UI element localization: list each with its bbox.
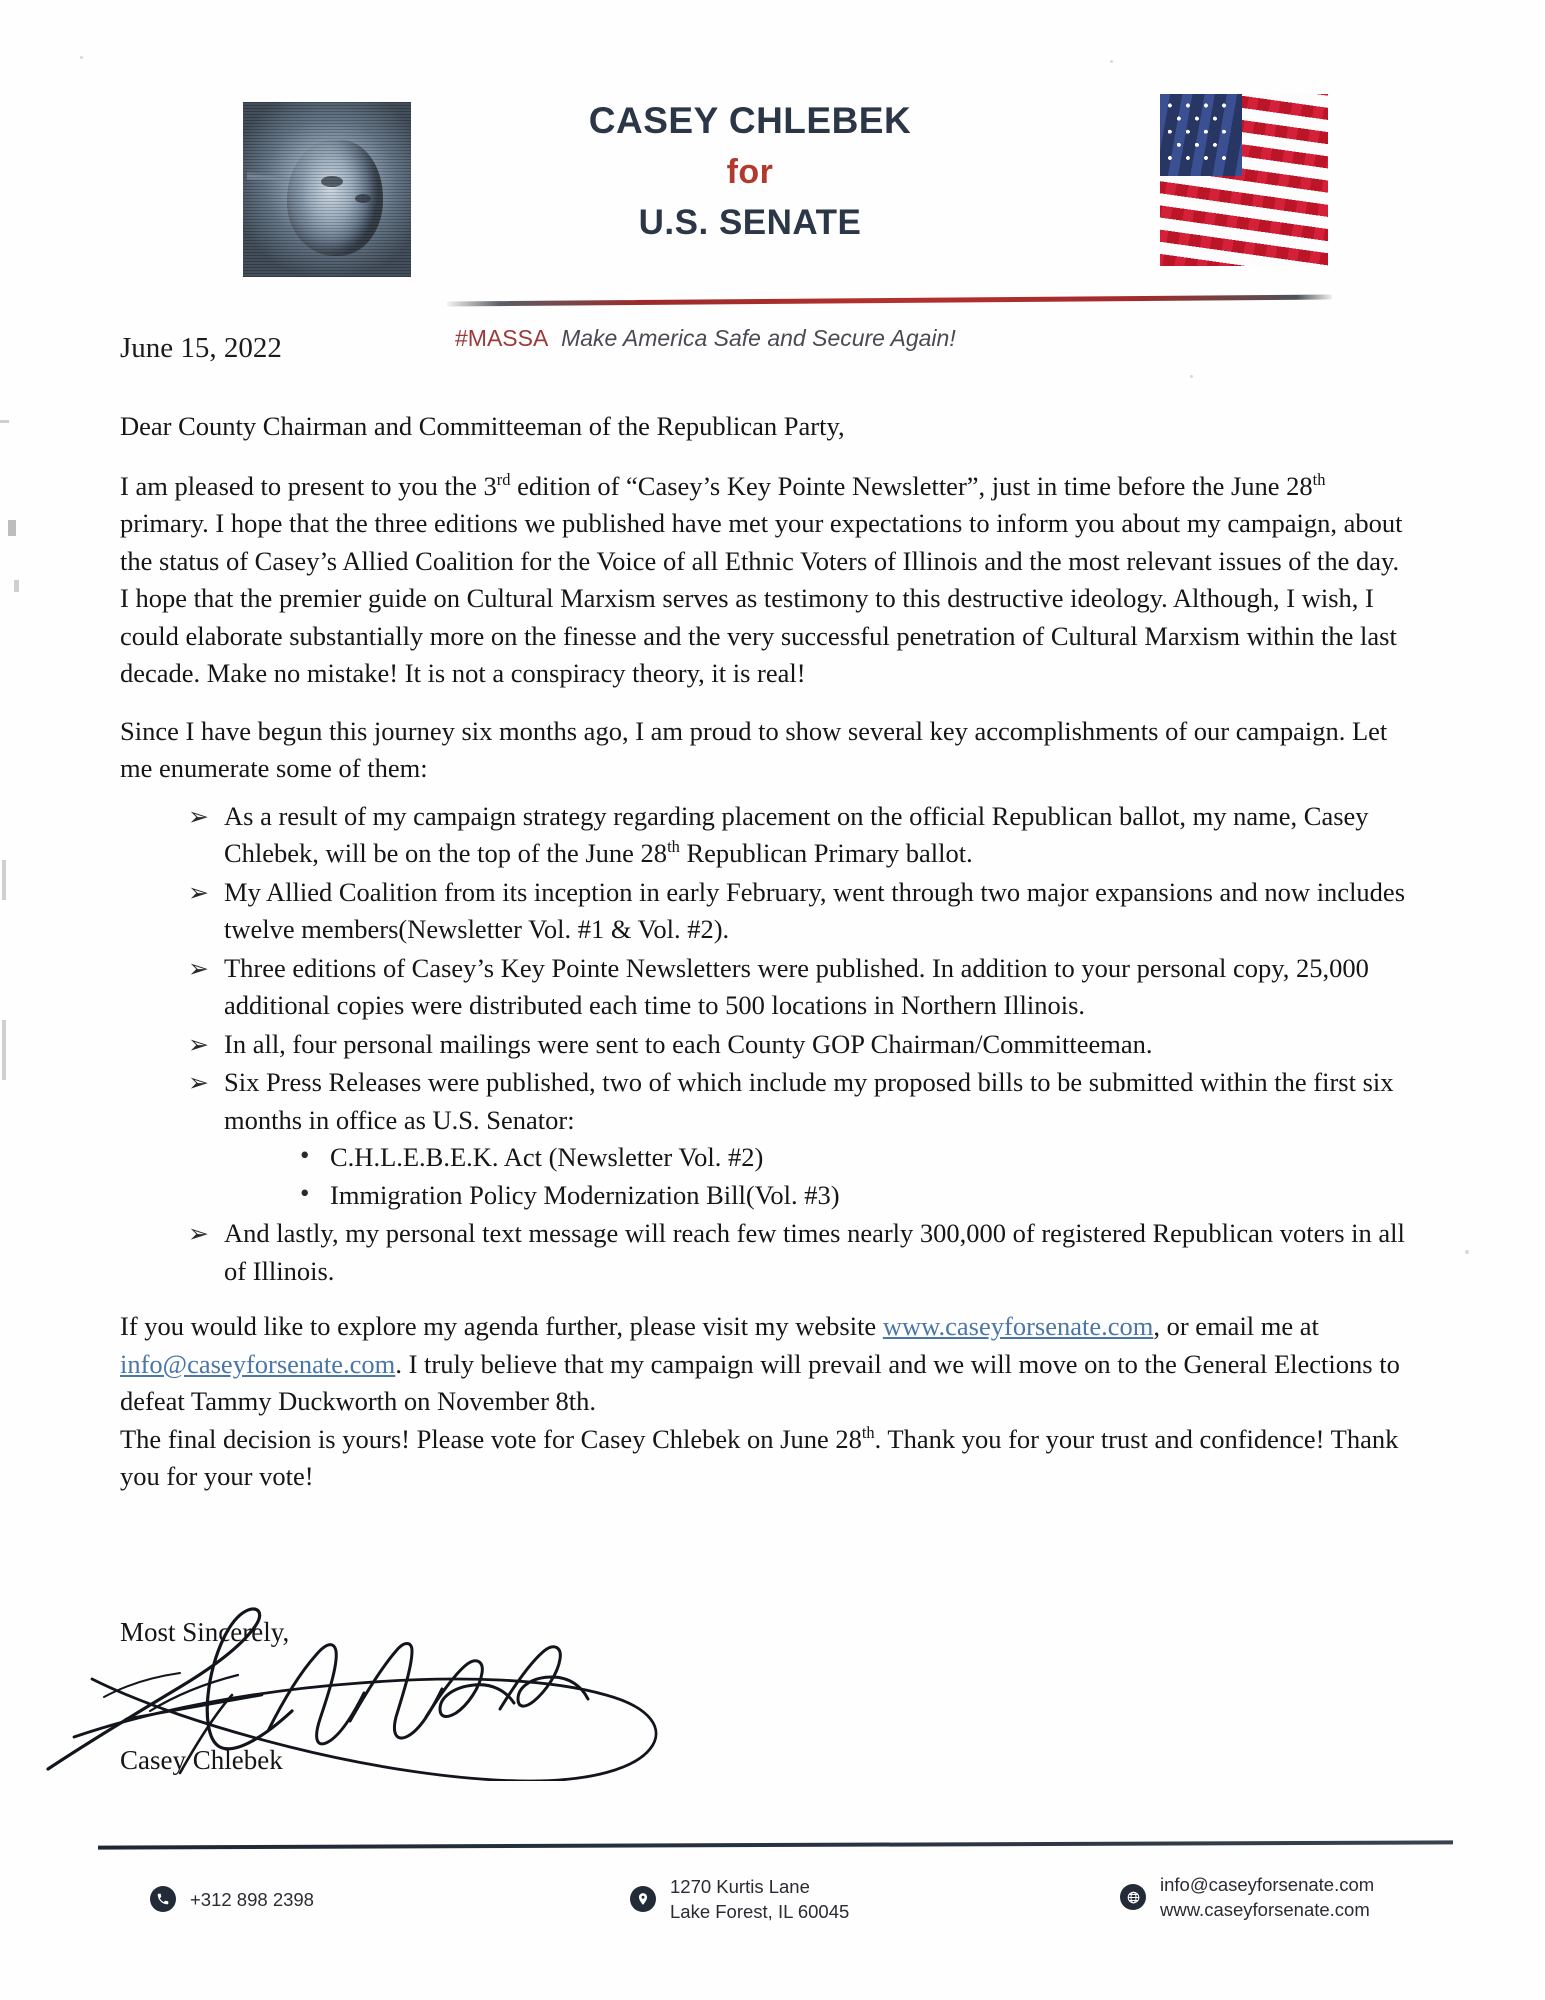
scan-speck [1190,375,1193,378]
scan-speck [80,56,83,59]
scan-edge-mark [2,1020,6,1080]
list-item-text: Immigration Policy Modernization Bill(Vol. #3) [330,1179,840,1210]
list-item-text: As a result of my campaign strategy regarding placement on the official Republican ballot, my name, Casey Chlebek, will be on the top of the June 28 [224,800,1369,868]
american-flag-image [1160,94,1328,266]
phone-icon [150,1886,176,1912]
list-item-text: And lastly, my personal text message will reach few times nearly 300,000 of registered Republican voters in all of Illinois. [224,1218,1405,1286]
ordinal-th: th [861,1422,875,1442]
flag-wave-shading [1160,94,1328,266]
arrow-bullet-icon: ➢ [188,953,209,983]
letterhead [0,95,1545,320]
footer-website: www.caseyforsenate.com [1160,1899,1370,1920]
signature-block [120,1617,820,1775]
location-pin-icon [630,1886,656,1912]
footer-web-text [1160,1872,1374,1922]
scan-speck [1465,1250,1469,1254]
intro-part-3: primary. I hope that the three editions we published have met your expectations to inform you about my campaign, about the status of Casey’s Allied Coalition for the Voice of all Ethnic Voters of Illinois and the most relevant issues of the day. I hope that the premier guide on Cultural Marxism serves as testimony to this destructive ideology. Although, I wish, I could elaborate substantially more on the finesse and the very successful penetration of Cultural Marxism within the last decade. Make no mistake! It is not a conspiracy theory, it is real! [120,508,1403,688]
footer-web-group [1120,1872,1374,1922]
dot-bullet-icon: • [300,1140,310,1170]
scan-edge-mark [8,520,16,536]
footer-address-text [670,1874,849,1924]
list-item-text-tail: Republican Primary ballot. [679,838,973,868]
closing-paragraph [120,1308,1410,1421]
final-part-2: . Thank you for your trust and confidence! Thank you for your vote! [120,1423,1399,1491]
accomplishments-list [120,798,1410,1291]
slogan-text: Make America Safe and Secure Again! [561,325,956,351]
list-item [188,1026,1410,1064]
scan-speck [1110,60,1113,63]
ordinal-th: th [1312,469,1326,489]
address-line-1: 1270 Kurtis Lane [670,1876,810,1897]
brand-title-block [430,95,1070,249]
list-item-text: Six Press Releases were published, two of which include my proposed bills to be submitted within the first six months in office as U.S. Senator: [224,1067,1394,1135]
intro-paragraph [120,468,1410,693]
arrow-bullet-icon: ➢ [188,877,209,907]
closing-part-1: If you would like to explore my agenda further, please visit my website [120,1311,883,1341]
salutation-text: Dear County Chairman and Committeeman of the Republican Party, [120,411,845,441]
liberty-crown [247,110,355,180]
list-item-text: My Allied Coalition from its inception in early February, went through two major expansions and now includes twelve members(Newsletter Vol. #1 & Vol. #2). [224,876,1406,944]
footer-phone-text: +312 898 2398 [190,1888,314,1910]
final-call-to-action [120,1421,1410,1496]
accomplishments-lead-in: Since I have begun this journey six months ago, I am proud to show several key accomplishments of our campaign. Let me enumerate some of them: [120,715,1388,783]
email-link[interactable]: info@caseyforsenate.com [120,1348,396,1379]
list-item [188,1215,1410,1290]
arrow-bullet-icon: ➢ [188,801,209,831]
liberty-face [287,140,383,256]
arrow-bullet-icon: ➢ [188,1219,209,1248]
intro-part-1: I am pleased to present to you the 3 [120,470,497,501]
signer-name: Casey Chlebek [120,1745,283,1775]
list-item-text: Three editions of Casey’s Key Pointe Newsletters were published. In addition to your personal copy, 25,000 additional copies were distributed each time to 500 locations in Northern Illinois. [224,952,1369,1020]
ordinal-rd: rd [496,469,511,489]
liberty-eye [321,176,343,187]
hashtag-massa: #MASSA [455,325,549,351]
final-part-1: The final decision is yours! Please vote for Casey Chlebek on June 28 [120,1423,862,1454]
list-item-text: C.H.L.E.B.E.K. Act (Newsletter Vol. #2) [330,1142,764,1172]
list-item [188,798,1410,873]
footer-email: info@caseyforsenate.com [1160,1874,1375,1895]
footer-contact-bar [100,1868,1455,1938]
sign-off-text: Most Sincerely, [120,1617,290,1647]
for-word: for [726,153,774,191]
arrow-bullet-icon: ➢ [188,1029,209,1059]
list-item [296,1177,1410,1215]
statue-of-liberty-image [243,102,411,277]
letter-body [120,408,1410,1496]
arrow-bullet-icon: ➢ [188,1068,209,1097]
closing-part-2: , or email me at [1153,1311,1319,1341]
list-item [188,950,1410,1025]
footer-address-group [630,1874,849,1924]
letter-date: June 15, 2022 [120,332,282,364]
list-item [296,1139,1410,1177]
liberty-eye [355,194,371,203]
list-item [188,1064,1410,1214]
globe-icon [1120,1884,1146,1910]
list-item-text: In all, four personal mailings were sent to each County GOP Chairman/Committeeman. [224,1028,1153,1059]
scan-edge-mark [0,420,9,423]
proposed-bills-list [224,1139,1410,1214]
salutation [120,408,1410,446]
closing-part-3: . I truly believe that my campaign will prevail and we will move on to the General Elections to defeat Tammy Duckworth on November 8th. [120,1348,1400,1416]
scan-edge-mark [14,580,19,592]
address-line-2: Lake Forest, IL 60045 [670,1901,850,1922]
intro-part-2: edition of “Casey’s Key Pointe Newsletter”, just in time before the June 28 [510,470,1313,501]
dot-bullet-icon: • [300,1177,310,1208]
campaign-tagline [455,325,956,352]
website-link[interactable]: www.caseyforsenate.com [882,1311,1154,1341]
footer-divider-rule [98,1840,1453,1849]
footer-phone-group [150,1886,314,1912]
ordinal-th: th [667,837,680,857]
list-item [188,874,1410,949]
scan-edge-mark [2,860,6,900]
candidate-name: CASEY CHLEBEK [588,100,912,141]
office-title: U.S. SENATE [638,203,862,242]
